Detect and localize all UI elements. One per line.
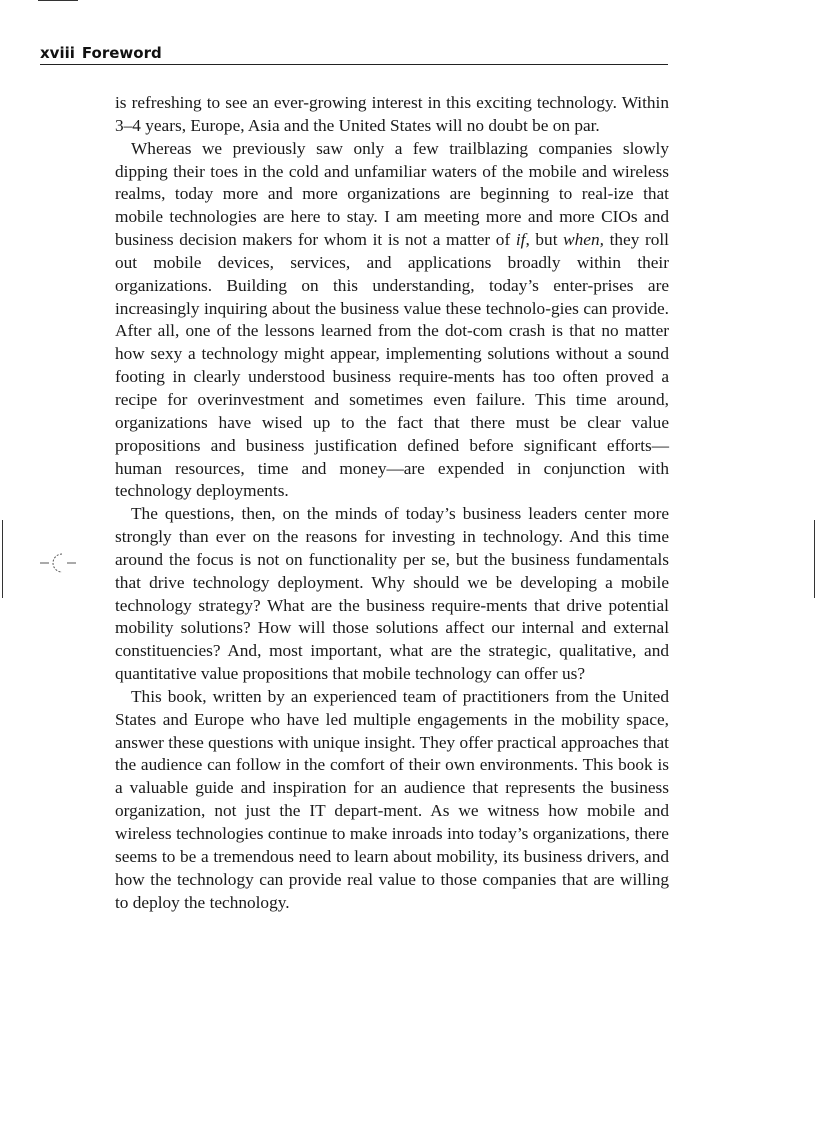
paragraph-4 [115, 686, 669, 914]
text-line: even failure. This time around, organizations have wised up to the fact that [115, 389, 670, 432]
text-line: before significant efforts—human resources, time and money—are [115, 435, 669, 478]
italic-if: if [515, 230, 526, 250]
text-line: affect our internal and external constituencies? And, most important, what [115, 618, 669, 661]
crop-mark-right [814, 520, 815, 598]
text-line: gies can provide. After all, one of the lessons learned from the dot-com [115, 298, 670, 341]
text-line: ments has too often proved a recipe for overinvestment and sometimes [115, 367, 670, 409]
running-header [40, 44, 668, 65]
text-line: Within 3–4 years, Europe, Asia and the United States will no doubt be [115, 93, 669, 135]
italic-when: when, [563, 230, 604, 250]
text-line: mobility space, answer these questions with unique insight. They offer [115, 709, 669, 752]
text-line: CIOs and business decision makers for whom it is not a matter of [115, 207, 669, 250]
text-line: more strongly than ever on the reasons for investing in technology. And [115, 504, 669, 547]
text-line: they roll out mobile devices, services, and applications broadly [115, 230, 669, 272]
text-line: mobile technology can offer us? [362, 664, 586, 684]
text-line: The questions, then, on the minds of today’s business leaders center [131, 504, 627, 524]
registration-mark-icon [40, 551, 76, 575]
text-line: solutions without a sound footing in clearly understood business require- [115, 344, 669, 387]
paragraph-1 [115, 92, 669, 138]
text-line: is refreshing to see an ever-growing interest in this exciting technology. [115, 93, 617, 112]
crop-mark-top [38, 0, 78, 1]
text-line: there must be clear value propositions and business justification defined [115, 412, 669, 455]
text-line: dipping their toes in the cold and unfamiliar waters of the mobile and [115, 161, 607, 181]
text-line: Whereas we previously saw only a few trailblazing companies slowly [131, 138, 669, 158]
text-line: within their organizations. Building on this understanding, today’s enter- [115, 252, 669, 295]
text-line: technology. [209, 892, 290, 912]
paragraph-2 [115, 138, 669, 504]
text-line: United States and Europe who have led multiple engagements in the [115, 686, 669, 729]
text-line: own environments. This book is a valuable guide and inspiration for an [115, 755, 669, 798]
text-line: audience that represents the business organization, not just the IT depart- [115, 778, 669, 821]
text-line: wireless realms, today more and more organizations are beginning to real- [115, 161, 669, 204]
text-line: on par. [552, 115, 600, 135]
text-line: prises are increasingly inquiring about the business value these technolo- [115, 275, 669, 318]
text-line: fundamentals that drive technology deployment. Why should we be [115, 549, 670, 592]
crop-mark-left [2, 520, 3, 598]
text-line: developing a mobile technology strategy? What are the business require- [115, 572, 670, 615]
page-number: xviii [40, 44, 75, 62]
text-line: crash is that no matter how sexy a technology might appear, implementing [115, 321, 670, 364]
section-title: Foreword [81, 44, 162, 62]
text-line: This book, written by an experienced team of practitioners from the [131, 686, 616, 706]
body-text [115, 92, 669, 914]
text-line: are the strategic, qualitative, and quantitative value propositions that [115, 641, 669, 684]
text-line: make inroads into today’s organizations, there seems to be a tremendous [115, 824, 669, 866]
text-line: , but [525, 230, 558, 250]
text-line: expended in conjunction with technology deployments. [115, 458, 669, 501]
paragraph-3 [115, 503, 669, 686]
text-line: ments that drive potential mobility solutions? How will those solutions [115, 595, 669, 638]
text-line: practical approaches that the audience can follow in the comfort of their [115, 732, 669, 775]
text-line: need to learn about mobility, its business drivers, and how the technology [115, 846, 669, 889]
text-line: ment. As we witness how mobile and wireless technologies continue to [115, 801, 669, 843]
text-line: this time around the focus is not on functionality per se, but the business [115, 527, 669, 569]
text-line: can provide real value to those companies that are willing to deploy the [115, 869, 669, 912]
text-line: ize that mobile technologies are here to stay. I am meeting more and more [115, 184, 669, 227]
